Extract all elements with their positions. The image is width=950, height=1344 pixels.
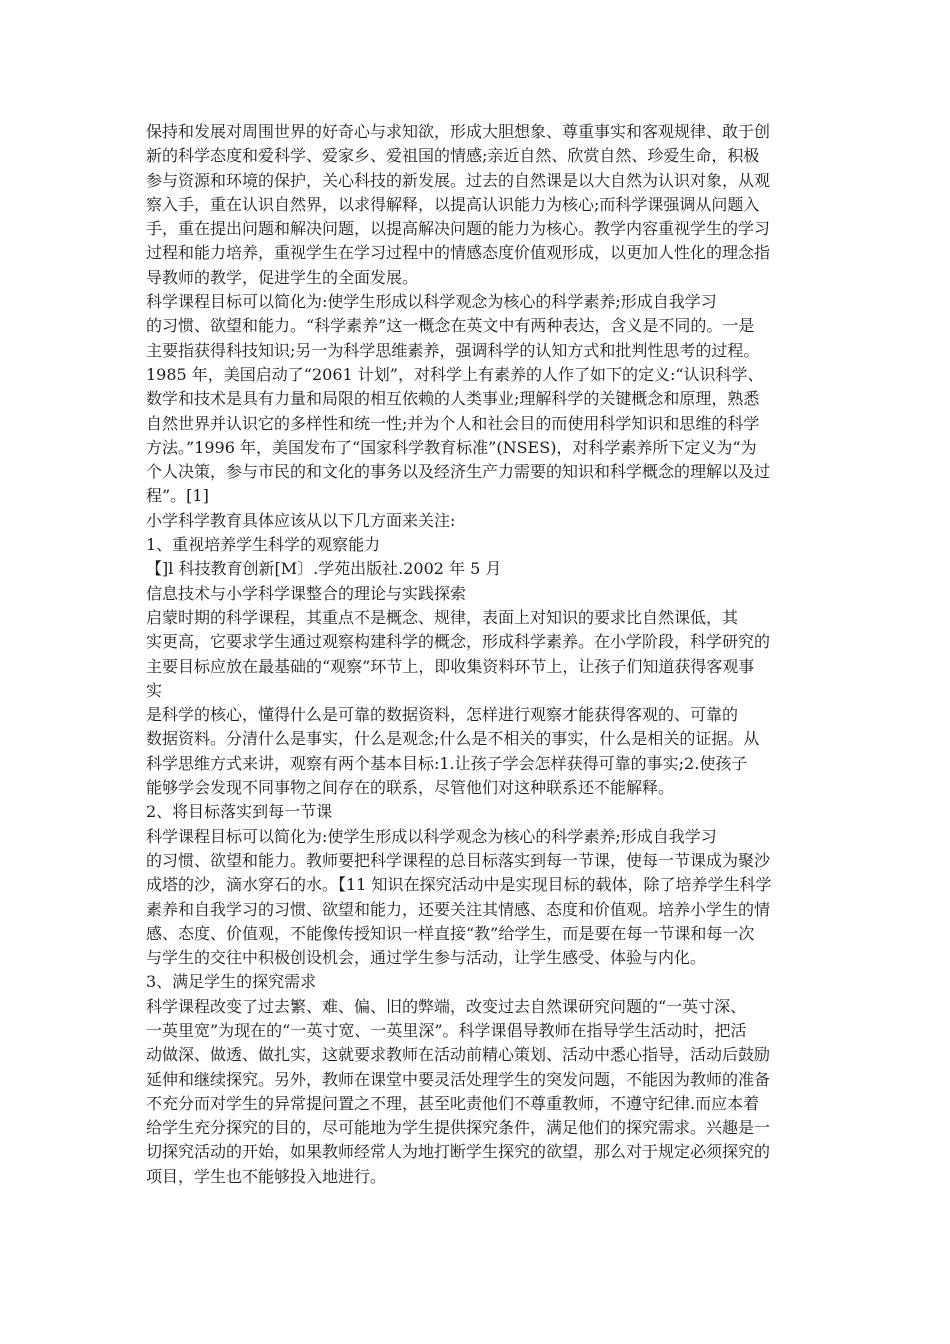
text-line: 与学生的交往中积极创设机会，通过学生参与活动，让学生感受、体验与内化。 xyxy=(146,948,707,968)
text-line: 科学课程改变了过去繁、难、偏、旧的弊端，改变过去自然课研究问题的“一英寸深、 xyxy=(146,996,747,1016)
text-line: 1985 年，美国启动了“2061 计划”，对科学上有素养的人作了如下的定义:“认识科学、 xyxy=(146,364,764,384)
text-line: 科学课程目标可以简化为:使学生形成以科学观念为核心的科学素养;形成自我学习 xyxy=(146,826,717,846)
text-line: 项目，学生也不能够投入地进行。 xyxy=(146,1166,387,1186)
text-line: 信息技术与小学科学课整合的理论与实践探索 xyxy=(146,583,467,603)
text-line: 主要指获得科技知识;另一为科学思维素养，强调科学的认知方式和批判性思考的过程。 xyxy=(146,340,760,360)
text-line: 数学和技术是具有力量和局限的相互依赖的人类事业;理解科学的关键概念和原理，熟悉 xyxy=(146,389,760,409)
text-line: 启蒙时期的科学课程，其重点不是概念、规律，表面上对知识的要求比自然课低，其 xyxy=(146,607,739,627)
text-line: 手，重在提出问题和解决问题，以提高解决问题的能力为核心。教学内容重视学生的学习 xyxy=(146,219,771,239)
text-line: 延伸和继续探究。另外，教师在课堂中要灵活处理学生的突发问题，不能因为教师的准备 xyxy=(146,1069,771,1089)
text-line: 察入手，重在认识自然界，以求得解释，以提高认识能力为核心;而科学课强调从问题入 xyxy=(146,194,760,214)
text-line: 感、态度、价值观，不能像传授知识一样直接“教”给学生，而是要在每一节课和每一次 xyxy=(146,923,755,943)
text-line: 过程和能力培养，重视学生在学习过程中的情感态度价值观形成，以更加人性化的理念指 xyxy=(146,243,771,263)
text-line: 给学生充分探究的目的，尽可能地为学生提供探究条件，满足他们的探究需求。兴趣是一 xyxy=(146,1118,771,1138)
text-line: 动做深、做透、做扎实，这就要求教师在活动前精心策划、活动中悉心指导，活动后鼓励 xyxy=(146,1045,771,1065)
text-line: 的习惯、欲望和能力。“科学素养”这一概念在英文中有两种表达，含义是不同的。一是 xyxy=(146,316,755,336)
text-line: 新的科学态度和爱科学、爱家乡、爱祖国的情感;亲近自然、欣赏自然、珍爱生命，积极 xyxy=(146,146,760,166)
text-line: 数据资料。分清什么是事实，什么是观念;什么是不相关的事实，什么是相关的证据。从 xyxy=(146,729,760,749)
text-line: 小学科学教育具体应该从以下几方面来关注: xyxy=(146,510,456,530)
text-line: 科学思维方式来讲，观察有两个基本目标:1.让孩子学会怎样获得可靠的事实;2.使孩子 xyxy=(146,753,748,773)
text-line: 实更高，它要求学生通过观察构建科学的概念，形成科学素养。在小学阶段，科学研究的 xyxy=(146,632,771,652)
reference-line: 【]l 科技教育创新[M〕.学苑出版社.2002 年 5 月 xyxy=(146,559,502,579)
text-line: 参与资源和环境的保护，关心科技的新发展。过去的自然课是以大自然为认识对象，从观 xyxy=(146,170,771,190)
text-line: 成塔的沙，滴水穿石的水。【11 知识在探究活动中是实现目标的载体，除了培养学生科学 xyxy=(146,875,772,895)
text-line: 导教师的教学，促进学生的全面发展。 xyxy=(146,267,419,287)
text-line: 自然世界并认识它的多样性和统一性;并为个人和社会目的而使用科学知识和思维的科学 xyxy=(146,413,760,433)
text-line: 能够学会发现不同事物之间存在的联系，尽管他们对这种联系还不能解释。 xyxy=(146,778,675,798)
text-line: 主要目标应放在最基础的“观察”环节上，即收集资料环节上，让孩子们知道获得客观事 xyxy=(146,656,755,676)
text-line: 是科学的核心，懂得什么是可靠的数据资料，怎样进行观察才能获得客观的、可靠的 xyxy=(146,705,739,725)
text-line: 一英里宽”为现在的“一英寸宽、一英里深”。科学课倡导教师在指导学生活动时，把活 xyxy=(146,1020,747,1040)
section-heading: 3、满足学生的探究需求 xyxy=(146,972,317,992)
text-line: 素养和自我学习的习惯、欲望和能力，还要关注其情感、态度和价值观。培养小学生的情 xyxy=(146,899,771,919)
text-line: 方法。”1996 年，美国发布了“国家科学教育标准”(NSES)，对科学素养所下定义为“为 xyxy=(146,437,757,457)
text-line: 不充分而对学生的异常提问置之不理，甚至叱责他们不尊重教师，不遵守纪律.而应本着 xyxy=(146,1093,760,1113)
document-body xyxy=(146,120,816,1189)
text-line: 个人决策，参与市民的和文化的事务以及经济生产力需要的知识和科学概念的理解以及过 xyxy=(146,462,771,482)
text-line: 程”。[1] xyxy=(146,486,209,506)
text-line: 保持和发展对周围世界的好奇心与求知欲，形成大胆想象、尊重事实和客观规律、敢于创 xyxy=(146,122,771,141)
section-heading: 1、重视培养学生科学的观察能力 xyxy=(146,535,381,555)
text-line: 实 xyxy=(146,680,163,700)
text-line: 科学课程目标可以简化为:使学生形成以科学观念为核心的科学素养;形成自我学习 xyxy=(146,292,717,312)
text-line: 的习惯、欲望和能力。教师要把科学课程的总目标落实到每一节课，使每一节课成为聚沙 xyxy=(146,850,771,870)
text-line: 切探究活动的开始，如果教师经常人为地打断学生探究的欲望，那么对于规定必须探究的 xyxy=(146,1142,771,1162)
section-heading: 2、将目标落实到每一节课 xyxy=(146,802,333,822)
